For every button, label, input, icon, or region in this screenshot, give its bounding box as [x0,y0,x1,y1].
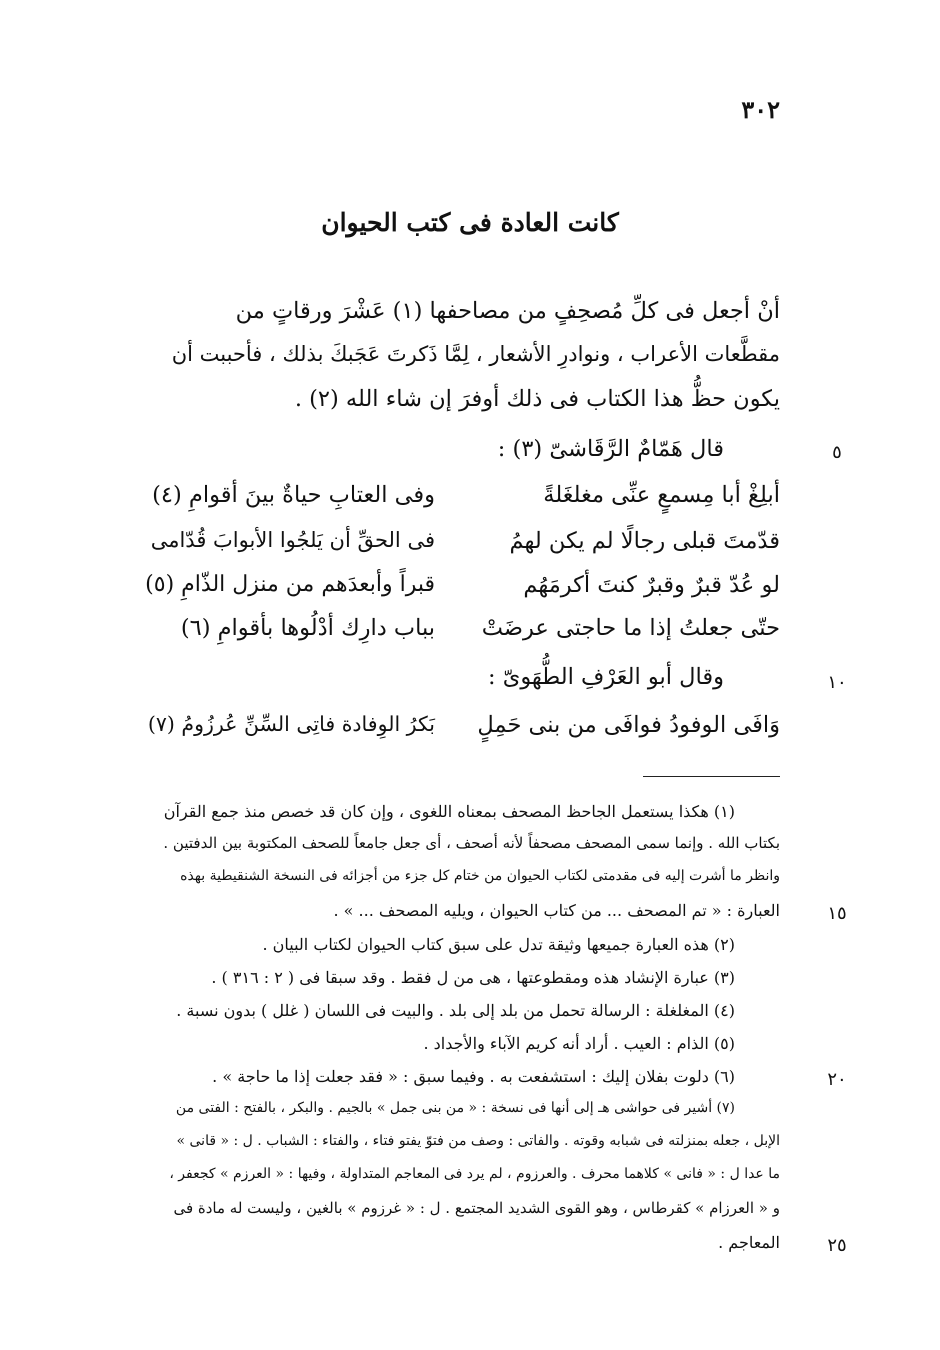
poem-intro-2: وقال أبو العَرْفِ الطُّهَوىّ : [487,664,724,690]
verse-1-second-half: وفى العتابِ حياةٌ بينَ أقوامِ (٤) [152,482,435,508]
footnote-4: (٤) المغلغلة : الرسالة تحمل من بلد إلى بلد . والبيت فى اللسان ( غلل ) بدون نسبة . [176,1001,735,1020]
verse-4-first-half: حتّى جعلتُ إذا ما حاجتى عرضَتْ [481,615,780,641]
section-title: كانت العادة فى كتب الحيوان [321,208,619,237]
page-number: ٣٠٢ [741,95,780,124]
line-number-10: ١٠ [827,672,847,693]
footnote-3: (٣) عبارة الإنشاد هذه ومقطوعتها ، هى من ل فقط . وقد سبقا فى ( ٢ : ٣١٦ ) . [211,968,735,987]
footnote-1-line-3: وانظر ما أشرت إليه فى مقدمتى لكتاب الحيوان من ختام كل جزء من أجزائه فى النسخة الشنقيطية بهذه [180,868,780,884]
footnote-separator [643,776,780,777]
footnote-5: (٥) الذام : العيب . أراد أنه كريم الآباء والأجداد . [423,1034,735,1053]
verse-2-second-half: فى الحقِّ أن يَلجُوا الأبوابَ قُدّامى [150,528,435,552]
footnote-1-line-4: العبارة : « تم المصحف ... من كتاب الحيوان ، ويليه المصحف ... » . [333,901,780,920]
footnote-1-line-2: بكتاب الله . وإنما سمى المصحف مصحفاً لأنه أصحف ، أى جعل جامعاً للصحف المكتوبة بين الدفتين . [163,834,780,852]
verse-3-second-half: قبراً وأبعدَهم من منزل الذّامِ (٥) [145,572,435,597]
footnote-7-line-5: المعاجم . [718,1233,780,1252]
line-number-25: ٢٥ [827,1235,847,1256]
prose-line-2: مقطَّعات الأعراب ، ونوادرِ الأشعار ، لِمَّا ذَكرتَ عَجَبكَ بذلك ، فأحببت أن [171,342,780,366]
footnote-7-line-3: ما عدا ل : « فانى » كلاهما محرف . والعرزوم ، لم يرد فى المعاجم المتداولة ، وفيها : « العرزم » كجعفر ، [169,1166,780,1182]
verse-4-second-half: بباب دارِك أدْلُوها بأقوامِ (٦) [180,615,435,641]
footnote-7-line-4: و « العرزام » كقرطاس ، وهو القوى الشديد المجتمع . ل : « غرزوم » بالغين ، وليست له مادة فى [173,1199,780,1217]
prose-line-3: يكون حظُّ هذا الكتاب فى ذلك أوفرَ إن شاء الله (٢) . [294,386,780,412]
footnote-1-line-1: (١) هكذا يستعمل الجاحظ المصحف بمعناه اللغوى ، وإن كان قد خصص منذ جمع القرآن [163,802,735,821]
line-number-15: ١٥ [827,903,847,924]
footnote-6: (٦) دلوت بفلان إليك : استشفعت به . وفيما سبق : « فقد جعلت إذا ما حاجة » . [212,1067,735,1086]
prose-line-1: أنْ أجعل فى كلِّ مُصحِفٍ من مصاحفها (١) عَشْرَ ورقاتٍ من [235,298,780,324]
footnote-2: (٢) هذه العبارة جميعها وثيقة تدل على سبق كتاب الحيوان لكتاب البيان . [262,935,735,954]
verse-3-first-half: لو عُدّ قبرٌ وقبرٌ كنتَ أكرمَهُم [523,572,780,598]
poem-intro-1: قال هَمّامٌ الرَّقَاشىّ (٣) : [497,436,724,462]
verse-1-first-half: أبلِغْ أبا مِسمعٍ عنِّى مغلغَلةً [543,482,780,508]
verse-2-first-half: قدّمتَ قبلى رجالًا لم يكن لهمُ [509,528,780,554]
line-number-5: ٥ [832,442,842,463]
footnote-7-line-2: الإبل ، جعله بمنزلته فى شبابه وقوته . والفاتى : وصف من فتوّ يفتو فتاء ، والفتاء : الشباب . ل : « قانى » [176,1133,780,1149]
line-number-20: ٢٠ [827,1069,847,1090]
verse-5-first-half: وَافَى الوفودُ فوافَى من بنى حَمِلٍ [477,712,780,738]
footnote-7-line-1: (٧) أشير فى حواشى هـ إلى أنها فى نسخة : « من بنى جمل » بالجيم . والبكر ، بالفتح : الفتى من [175,1100,735,1116]
verse-5-second-half: بَكرُ الوِفادة فاتِى السِّنِّ عُرزُومُ (٧) [147,712,435,736]
